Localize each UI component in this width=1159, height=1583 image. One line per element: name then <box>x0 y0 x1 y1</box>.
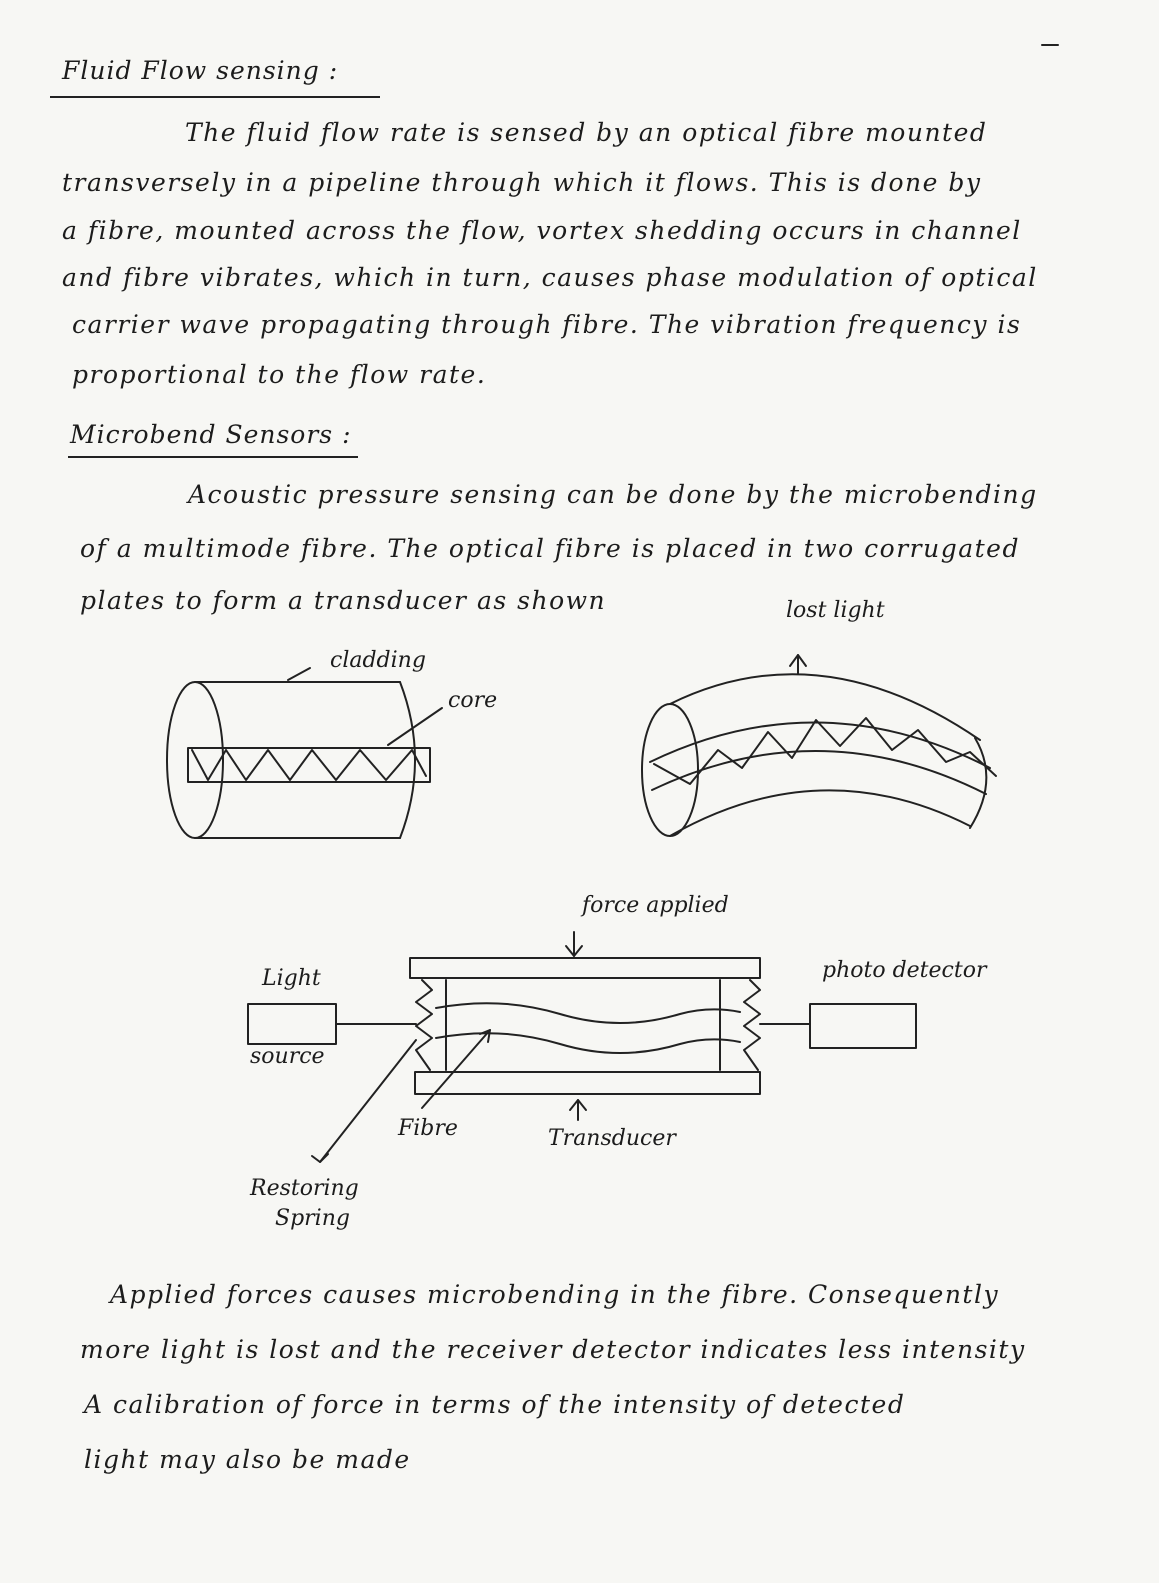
section1-heading-underline <box>50 96 380 98</box>
conclusion-line: Applied forces causes microbending in the fibre. Consequently <box>110 1280 1000 1309</box>
section2-heading: Microbend Sensors : <box>70 420 352 449</box>
conclusion-line: A calibration of force in terms of the intensity of detected <box>84 1390 906 1419</box>
transducer-diagram <box>240 930 940 1170</box>
photo-detector-label: photo detector <box>822 958 987 983</box>
section1-heading: Fluid Flow sensing : <box>62 56 339 85</box>
corner-mark <box>1040 40 1060 50</box>
section2-line: Acoustic pressure sensing can be done by the microbending <box>188 480 1038 509</box>
section1-line: carrier wave propagating through fibre. The vibration frequency is <box>72 310 1022 339</box>
section1-line: and fibre vibrates, which in turn, causes phase modulation of optical <box>62 263 1038 292</box>
section1-line: The fluid flow rate is sensed by an optical fibre mounted <box>185 118 988 147</box>
force-applied-label: force applied <box>582 893 729 918</box>
cladding-label: cladding <box>330 648 426 673</box>
straight-fibre-diagram <box>150 650 460 860</box>
section1-line: a fibre, mounted across the flow, vortex shedding occurs in channel <box>62 216 1022 245</box>
section1-line: transversely in a pipeline through which it flows. This is done by <box>62 168 982 197</box>
source-label: source <box>250 1044 325 1069</box>
fibre-label: Fibre <box>398 1116 458 1141</box>
section2-line: plates to form a transducer as shown <box>80 586 607 615</box>
section1-line: proportional to the flow rate. <box>72 360 487 389</box>
conclusion-line: light may also be made <box>84 1445 411 1474</box>
spring-label: Spring <box>275 1206 350 1231</box>
section2-line: of a multimode fibre. The optical fibre is placed in two corrugated <box>80 534 1020 563</box>
bent-fibre-diagram <box>630 650 1000 850</box>
lost-light-label: lost light <box>786 598 885 623</box>
light-label: Light <box>262 966 321 991</box>
restoring-label: Restoring <box>250 1176 359 1201</box>
core-label: core <box>448 688 498 713</box>
transducer-label: Transducer <box>548 1126 676 1151</box>
conclusion-line: more light is lost and the receiver detector indicates less intensity <box>80 1335 1026 1364</box>
section2-heading-underline <box>68 456 358 458</box>
